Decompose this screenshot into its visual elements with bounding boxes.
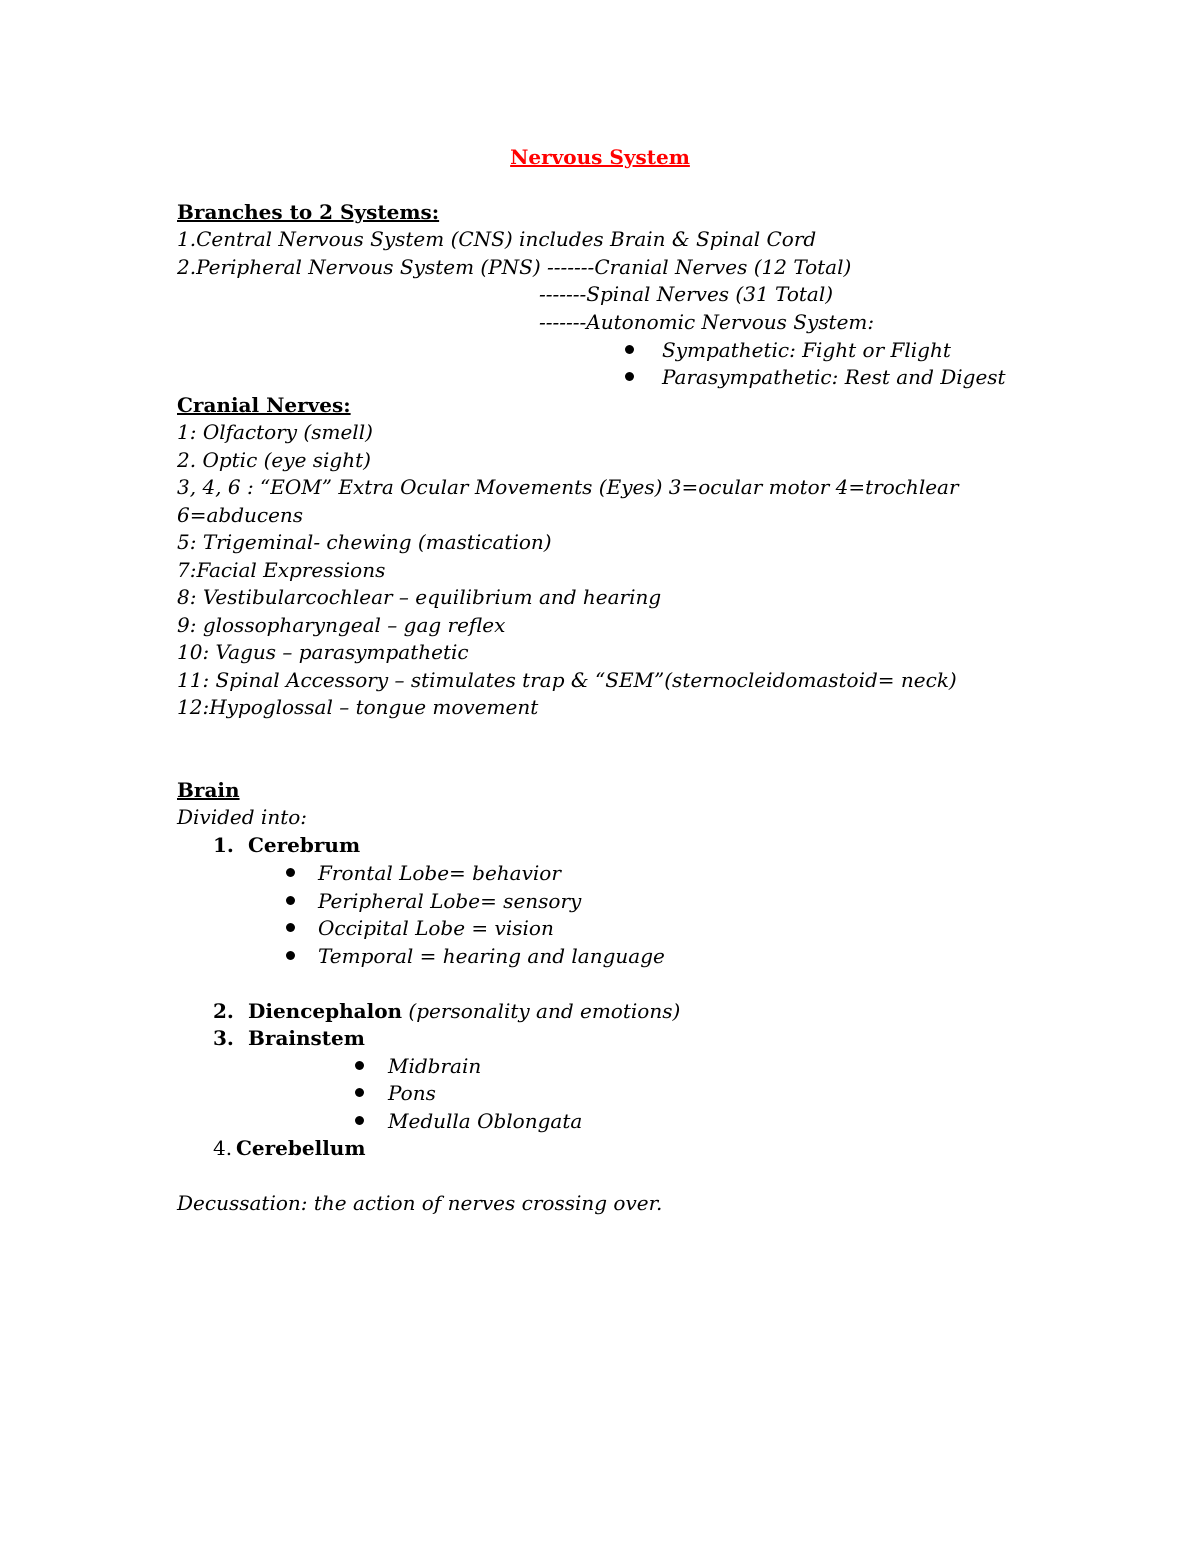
- list-number: 4.: [213, 1136, 233, 1160]
- footer-note: Decussation: the action of nerves crossing over.: [177, 1191, 663, 1215]
- brain-subheading: Divided into:: [177, 805, 308, 829]
- cranial-line-9: 10: Vagus – parasympathetic: [177, 640, 469, 664]
- autonomic-bullet-2: Parasympathetic: Rest and Digest: [662, 365, 1006, 389]
- bullet-icon: [286, 923, 295, 932]
- cranial-line-3: 3, 4, 6 : “EOM” Extra Ocular Movements (Eyes) 3=ocular motor 4=trochlear: [177, 475, 959, 499]
- branches-line-3: -------Spinal Nerves (31 Total): [539, 282, 834, 306]
- cerebrum-bullet-2: Peripheral Lobe= sensory: [318, 889, 582, 913]
- bullet-icon: [286, 868, 295, 877]
- brainstem-bullet-3: Medulla Oblongata: [388, 1109, 583, 1133]
- autonomic-bullet-1: Sympathetic: Fight or Flight: [662, 338, 951, 362]
- cranial-line-2: 2. Optic (eye sight): [177, 448, 371, 472]
- bullet-icon: [286, 951, 295, 960]
- cranial-line-7: 8: Vestibularcochlear – equilibrium and hearing: [177, 585, 662, 609]
- bullet-icon: [286, 896, 295, 905]
- cerebrum-bullet-3: Occipital Lobe = vision: [318, 916, 554, 940]
- branches-line-4: -------Autonomic Nervous System:: [539, 310, 875, 334]
- brain-heading: Brain: [177, 778, 240, 802]
- bullet-icon: [355, 1061, 364, 1070]
- cranial-line-5: 5: Trigeminal- chewing (mastication): [177, 530, 552, 554]
- branches-line-2: 2.Peripheral Nervous System (PNS) -------Cranial Nerves (12 Total): [177, 255, 852, 279]
- brainstem-bullet-2: Pons: [388, 1081, 436, 1105]
- list-number: 1.: [213, 833, 234, 857]
- brainstem-bullet-1: Midbrain: [388, 1054, 482, 1078]
- cranial-line-6: 7:Facial Expressions: [177, 558, 386, 582]
- branches-line-1: 1.Central Nervous System (CNS) includes Brain & Spinal Cord: [177, 227, 817, 251]
- branches-heading: Branches to 2 Systems:: [177, 200, 440, 224]
- cranial-line-1: 1: Olfactory (smell): [177, 420, 373, 444]
- document-title: Nervous System: [510, 145, 690, 169]
- cranial-heading: Cranial Nerves:: [177, 393, 351, 417]
- list-number: 3.: [213, 1026, 234, 1050]
- list-number: 2.: [213, 999, 234, 1023]
- cranial-line-11: 12:Hypoglossal – tongue movement: [177, 695, 539, 719]
- cerebrum-bullet-1: Frontal Lobe= behavior: [318, 861, 561, 885]
- brain-item-cerebrum: Cerebrum: [248, 833, 361, 857]
- brain-item-cerebellum: Cerebellum: [236, 1136, 366, 1160]
- bullet-icon: [625, 372, 634, 381]
- bullet-icon: [355, 1088, 364, 1097]
- cranial-line-10: 11: Spinal Accessory – stimulates trap & “SEM”(sternocleidomastoid= neck): [177, 668, 957, 692]
- brain-item-brainstem: Brainstem: [248, 1026, 365, 1050]
- brain-item-diencephalon: Diencephalon (personality and emotions): [248, 999, 681, 1023]
- cerebrum-bullet-4: Temporal = hearing and language: [318, 944, 665, 968]
- bullet-icon: [355, 1116, 364, 1125]
- cranial-line-8: 9: glossopharyngeal – gag reflex: [177, 613, 506, 637]
- cranial-line-4: 6=abducens: [177, 503, 304, 527]
- bullet-icon: [625, 345, 634, 354]
